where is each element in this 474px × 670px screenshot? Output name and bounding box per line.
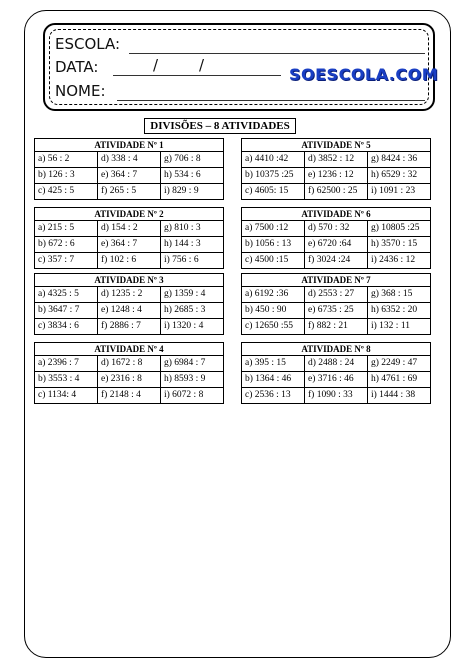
division-problem: a) 4410 :42 (242, 152, 305, 168)
division-problem: d) 2488 : 24 (305, 356, 368, 372)
division-problem: b) 1364 : 46 (242, 372, 305, 388)
division-problem: g) 2249 : 47 (368, 356, 431, 372)
activity-block-1 (34, 138, 224, 200)
division-problem: g) 6984 : 7 (161, 356, 224, 372)
activity-block-8 (241, 342, 431, 404)
division-problem: i) 1320 : 4 (161, 319, 224, 335)
escola-line (129, 53, 425, 54)
division-grid (34, 286, 224, 335)
division-problem: c) 2536 : 13 (242, 388, 305, 404)
division-grid (34, 355, 224, 404)
division-problem: h) 4761 : 69 (368, 372, 431, 388)
division-problem: f) 1090 : 33 (305, 388, 368, 404)
division-problem: g) 706 : 8 (161, 152, 224, 168)
division-problem: i) 1444 : 38 (368, 388, 431, 404)
division-grid (241, 286, 431, 335)
division-problem: b) 1056 : 13 (242, 237, 305, 253)
division-problem: d) 2553 : 27 (305, 287, 368, 303)
division-problem: a) 215 : 5 (35, 221, 98, 237)
activity-block-6 (241, 273, 431, 335)
activity-block-4 (241, 207, 431, 269)
date-slash-1: / (153, 56, 159, 74)
activity-title: ATIVIDADE Nº 4 (34, 342, 224, 355)
activity-title: ATIVIDADE Nº 1 (34, 138, 224, 151)
division-grid (34, 220, 224, 269)
activity-title: ATIVIDADE Nº 5 (241, 138, 431, 151)
division-problem: f) 2148 : 4 (98, 388, 161, 404)
division-problem: f) 2886 : 7 (98, 319, 161, 335)
division-problem: b) 450 : 90 (242, 303, 305, 319)
division-problem: a) 7500 :12 (242, 221, 305, 237)
division-problem: b) 126 : 3 (35, 168, 98, 184)
nome-label: NOME: (55, 82, 106, 100)
division-problem: g) 8424 : 36 (368, 152, 431, 168)
division-problem: f) 265 : 5 (98, 184, 161, 200)
division-problem: h) 3570 : 15 (368, 237, 431, 253)
division-problem: c) 1134: 4 (35, 388, 98, 404)
division-problem: f) 3024 :24 (305, 253, 368, 269)
division-problem: h) 6529 : 32 (368, 168, 431, 184)
division-problem: c) 357 : 7 (35, 253, 98, 269)
date-slash-2: / (199, 56, 205, 74)
nome-line (117, 100, 425, 101)
division-problem: c) 4605: 15 (242, 184, 305, 200)
division-problem: a) 395 : 15 (242, 356, 305, 372)
division-problem: b) 3553 : 4 (35, 372, 98, 388)
division-problem: h) 144 : 3 (161, 237, 224, 253)
division-problem: i) 829 : 9 (161, 184, 224, 200)
soescola-logo: SOESCOLA.COM (289, 65, 439, 84)
escola-label: ESCOLA: (55, 35, 121, 53)
division-problem: d) 570 : 32 (305, 221, 368, 237)
division-problem: e) 364 : 7 (98, 168, 161, 184)
division-problem: h) 2685 : 3 (161, 303, 224, 319)
division-problem: a) 6192 :36 (242, 287, 305, 303)
division-grid (241, 151, 431, 200)
division-problem: e) 1248 : 4 (98, 303, 161, 319)
student-info-header (43, 23, 439, 111)
division-problem: h) 8593 : 9 (161, 372, 224, 388)
activity-title: ATIVIDADE Nº 6 (241, 207, 431, 220)
data-label: DATA: (55, 58, 99, 76)
division-problem: a) 56 : 2 (35, 152, 98, 168)
division-problem: f) 62500 : 25 (305, 184, 368, 200)
division-problem: e) 6720 :64 (305, 237, 368, 253)
activity-title: ATIVIDADE Nº 8 (241, 342, 431, 355)
division-problem: h) 6352 : 20 (368, 303, 431, 319)
division-problem: h) 534 : 6 (161, 168, 224, 184)
division-problem: g) 10805 :25 (368, 221, 431, 237)
division-problem: g) 810 : 3 (161, 221, 224, 237)
division-problem: c) 12650 :55 (242, 319, 305, 335)
data-line (113, 75, 281, 76)
division-problem: i) 1091 : 23 (368, 184, 431, 200)
division-problem: a) 4325 : 5 (35, 287, 98, 303)
activity-title: ATIVIDADE Nº 3 (34, 273, 224, 286)
division-problem: i) 756 : 6 (161, 253, 224, 269)
division-problem: b) 672 : 6 (35, 237, 98, 253)
division-problem: e) 6735 : 25 (305, 303, 368, 319)
division-problem: d) 1672 : 8 (98, 356, 161, 372)
division-problem: b) 10375 :25 (242, 168, 305, 184)
division-problem: e) 3716 : 46 (305, 372, 368, 388)
division-problem: g) 368 : 15 (368, 287, 431, 303)
division-problem: d) 338 : 4 (98, 152, 161, 168)
division-problem: e) 2316 : 8 (98, 372, 161, 388)
activity-block-7 (34, 342, 224, 404)
activity-block-2 (241, 138, 431, 200)
division-problem: e) 364 : 7 (98, 237, 161, 253)
division-problem: e) 1236 : 12 (305, 168, 368, 184)
division-problem: a) 2396 : 7 (35, 356, 98, 372)
division-problem: d) 154 : 2 (98, 221, 161, 237)
division-problem: d) 3852 : 12 (305, 152, 368, 168)
division-problem: f) 882 : 21 (305, 319, 368, 335)
division-grid (241, 355, 431, 404)
activity-block-3 (34, 207, 224, 269)
division-problem: g) 1359 : 4 (161, 287, 224, 303)
worksheet-title: DIVISÕES – 8 ATIVIDADES (144, 118, 296, 134)
division-grid (34, 151, 224, 200)
activity-title: ATIVIDADE Nº 7 (241, 273, 431, 286)
division-problem: c) 3834 : 6 (35, 319, 98, 335)
activity-block-5 (34, 273, 224, 335)
division-problem: c) 4500 :15 (242, 253, 305, 269)
division-problem: f) 102 : 6 (98, 253, 161, 269)
division-problem: i) 132 : 11 (368, 319, 431, 335)
division-problem: b) 3647 : 7 (35, 303, 98, 319)
division-problem: d) 1235 : 2 (98, 287, 161, 303)
division-problem: c) 425 : 5 (35, 184, 98, 200)
division-problem: i) 6072 : 8 (161, 388, 224, 404)
activity-title: ATIVIDADE Nº 2 (34, 207, 224, 220)
division-problem: i) 2436 : 12 (368, 253, 431, 269)
division-grid (241, 220, 431, 269)
